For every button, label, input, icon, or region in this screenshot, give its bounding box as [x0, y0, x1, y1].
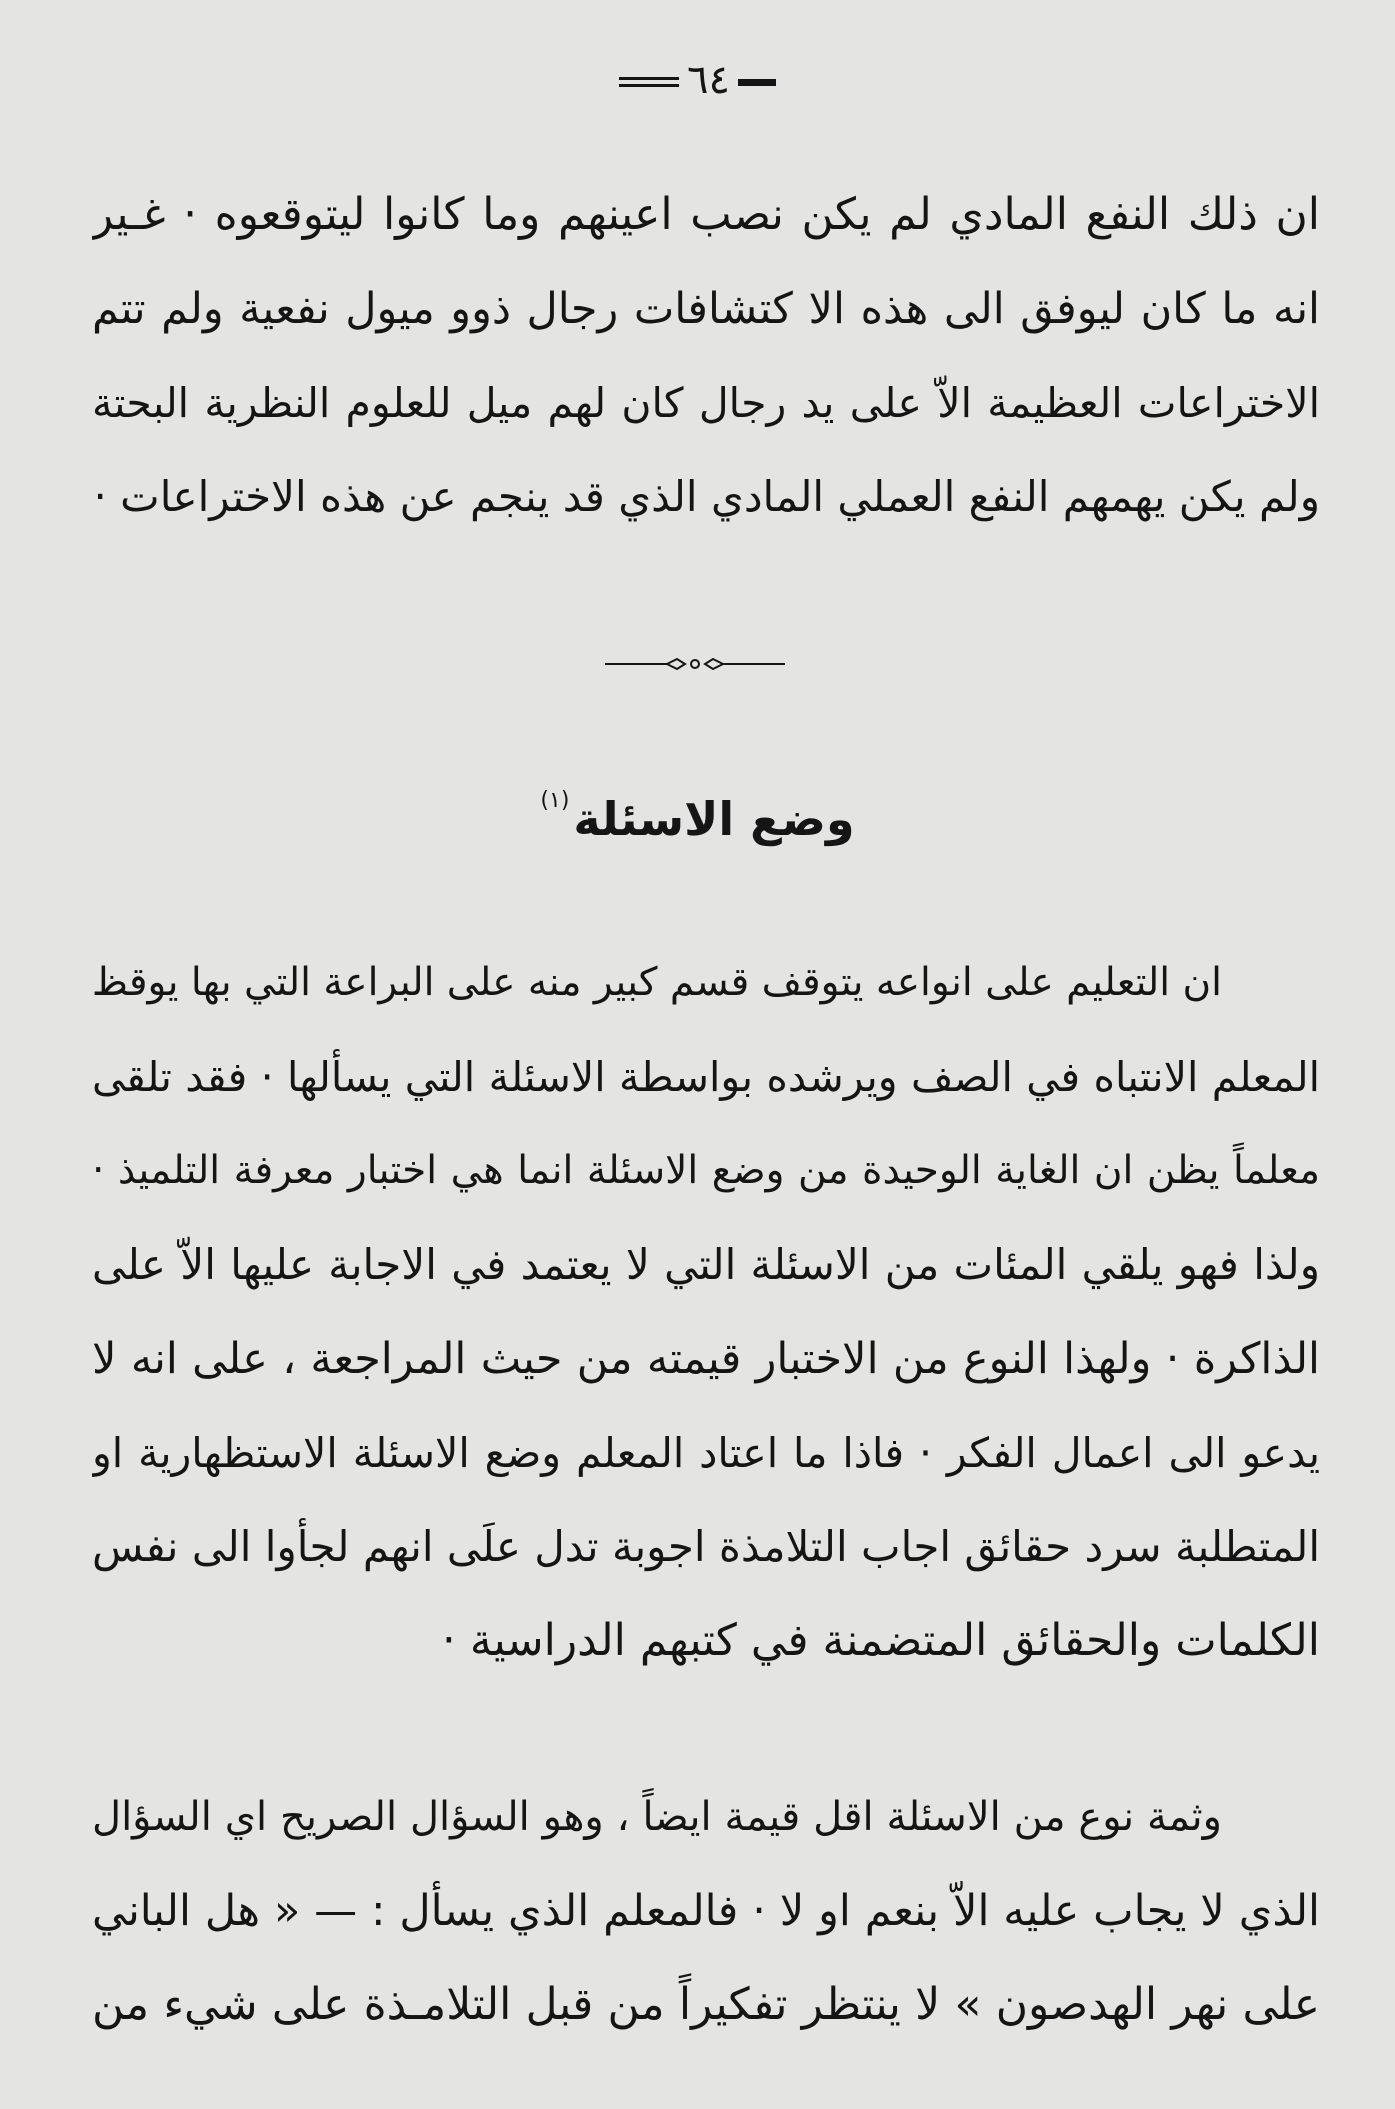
- text-line: ولم يكن يهمهم النفع العملي المادي الذي قد ينجم عن هذه الاختراعات ·: [93, 472, 1320, 521]
- section-title: وضع الاسئلة: [573, 792, 855, 846]
- text-line: المعلم الانتباه في الصف ويرشده بواسطة الاسئلة التي يسألها · فقد تلقى: [92, 1053, 1320, 1101]
- text-line: على نهر الهدصون » لا ينتظر تفكيراً من قبل التلامـذة على شيء من: [92, 1979, 1320, 2030]
- text-line: انه ما كان ليوفق الى هذه الا كتشافات رجال ذوو ميول نفعية ولم تتم: [92, 284, 1320, 334]
- text-line: الاختراعات العظيمة الاّ على يد رجال كان لهم ميل للعلوم النظرية البحتة: [92, 379, 1320, 427]
- footnote-marker: (١): [540, 788, 570, 813]
- text-line: معلماً يظن ان الغاية الوحيدة من وضع الاسئلة انما هي اختبار معرفة التلميذ ·: [92, 1148, 1320, 1193]
- text-line: ان ذلك النفع المادي لم يكن نصب اعينهم وما كانوا ليتوقعوه · غـير: [92, 189, 1320, 240]
- page-number-dash-left: [619, 77, 679, 87]
- text-line: ولذا فهو يلقي المئات من الاسئلة التي لا يعتمد في الاجابة عليها الاّ على: [92, 1240, 1320, 1289]
- text-line: الذي لا يجاب عليه الاّ بنعم او لا · فالمعلم الذي يسأل : — « هل الباني: [92, 1886, 1320, 1936]
- paragraph-questions-intro: [92, 936, 1320, 1688]
- section-divider-ornament: [605, 657, 785, 671]
- page-number: ٦٤: [687, 57, 730, 103]
- page-number-dash-right: [738, 79, 776, 86]
- text-line: يدعو الى اعمال الفكر · فاذا ما اعتاد المعلم وضع الاسئلة الاستظهارية او: [92, 1429, 1320, 1477]
- paragraph-continued: [92, 168, 1320, 544]
- text-line: ان التعليم على انواعه يتوقف قسم كبير منه على البراعة التي بها يوقظ: [92, 960, 1222, 1005]
- page-number-header: [0, 57, 1395, 103]
- text-line: الذاكرة · ولهذا النوع من الاختبار قيمته من حيث المراجعة ، على انه لا: [92, 1334, 1320, 1384]
- text-line: وثمة نوع من الاسئلة اقل قيمة ايضاً ، وهو السؤال الصريح اي السؤال: [92, 1794, 1222, 1840]
- text-line: الكلمات والحقائق المتضمنة في كتبهم الدراسية ·: [441, 1615, 1320, 1666]
- section-heading: [0, 788, 1395, 846]
- text-line: المتطلبة سرد حقائق اجاب التلامذة اجوبة تدل علَى انهم لجأوا الى نفس: [92, 1522, 1320, 1571]
- paragraph-direct-questions: [92, 1770, 1320, 2052]
